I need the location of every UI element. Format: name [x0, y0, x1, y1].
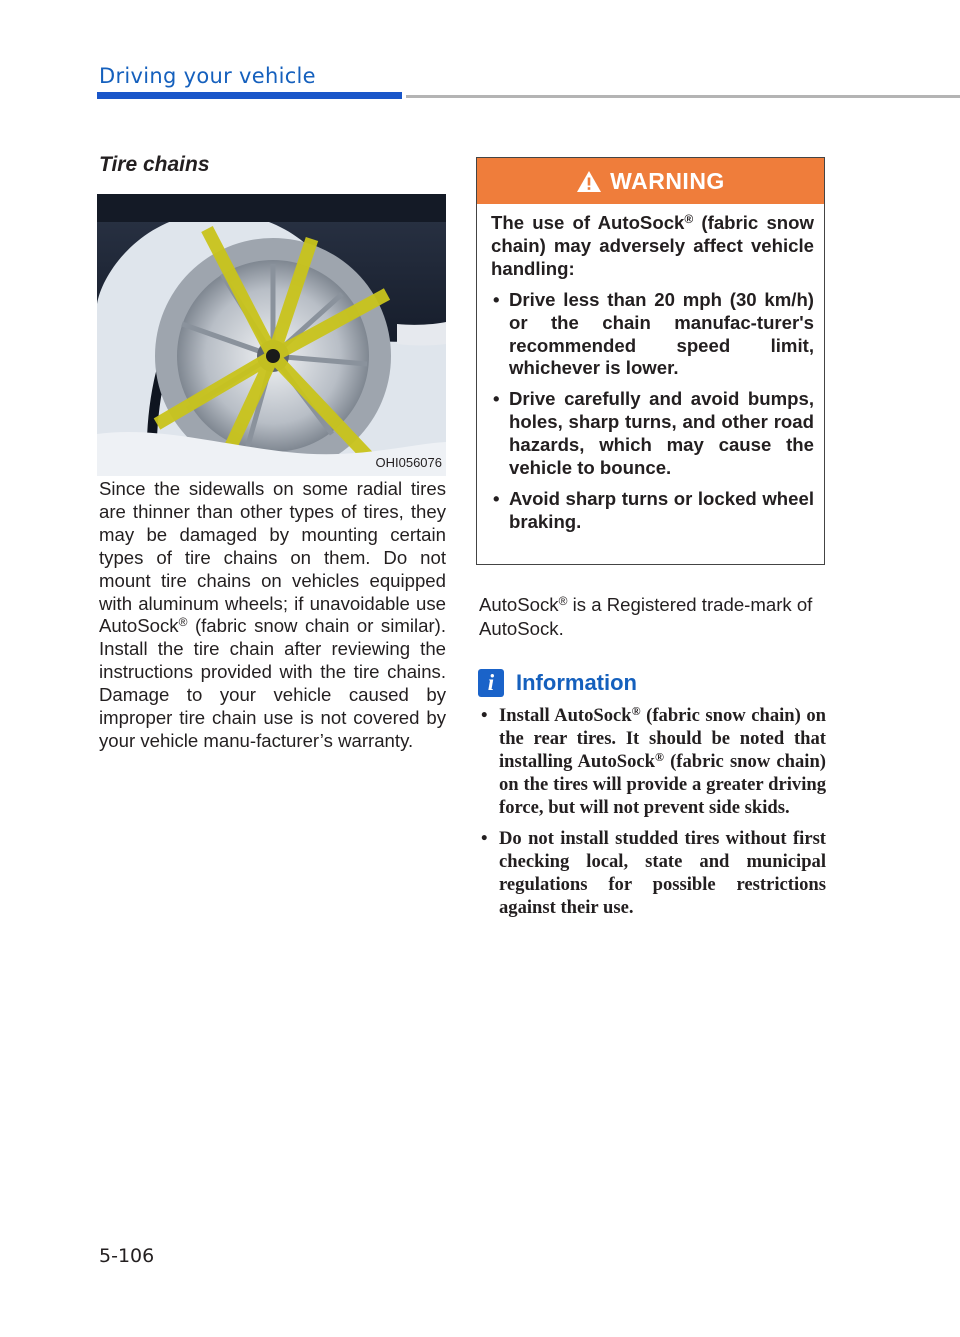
running-header: Driving your vehicle: [99, 64, 316, 88]
information-item-text: (fabric snow chain) on the tires will provide a greater driving force, but will not prevent side skids.: [499, 751, 826, 818]
page-number: 5-106: [99, 1245, 155, 1267]
warning-intro-end: (fabric snow chain) may adversely affect vehicle handling:: [491, 212, 814, 279]
body-paragraph: [99, 478, 446, 753]
information-item-text: (fabric snow chain) on the rear tires. It should be noted that installing AutoSock: [499, 705, 826, 772]
information-icon: i: [478, 669, 504, 697]
warning-header: [477, 158, 824, 204]
tire-chain-illustration: [97, 194, 446, 476]
registered-mark: ®: [684, 212, 694, 226]
information-item: [479, 704, 826, 819]
information-heading: Information: [516, 670, 637, 695]
warning-intro-start: The use of AutoSock: [491, 212, 685, 233]
header-rule-accent: [97, 92, 402, 99]
warning-list: [491, 289, 814, 534]
body-text-end: (fabric snow chain or similar). Install the tire chain after reviewing the instructions provided with the tire chains. Damage to your vehicle caused by improper tire chain use is not covered by your vehicle manu-facturer’s warranty.: [99, 615, 446, 751]
warning-item: • Avoid sharp turns or locked wheel braking.: [491, 488, 814, 534]
registered-mark: ®: [558, 594, 568, 608]
warning-triangle-icon: [576, 170, 602, 193]
information-list: [479, 704, 826, 927]
information-heading-row: [478, 668, 637, 698]
body-text-start: Since the sidewalls on some radial tires are thinner than other types of tires, they may be damaged by mounting certain types of tire chains on them. Do not mount tire chains on vehicles equipped with aluminum wheels; if unavoidable use AutoSock: [99, 478, 446, 637]
warning-heading: WARNING: [610, 167, 725, 194]
information-item: • Do not install studded tires without first checking local, state and municipal regulations for possible restrictions against their use.: [479, 827, 826, 919]
section-title: Tire chains: [99, 153, 210, 176]
warning-item: • Drive less than 20 mph (30 km/h) or the chain manufac-turer's recommended speed limit, whichever is lower.: [491, 289, 814, 381]
trademark-start: AutoSock: [479, 594, 559, 615]
registered-mark: ®: [654, 750, 664, 764]
trademark-end: is a Registered trade-mark of AutoSock.: [479, 594, 813, 639]
registered-mark: ®: [631, 704, 641, 718]
header-rule: [406, 95, 960, 98]
warning-content: [477, 204, 824, 534]
tire-chain-photo: [97, 194, 446, 476]
photo-code: OHI056076: [375, 455, 442, 470]
warning-intro: [491, 212, 814, 281]
warning-item: • Drive carefully and avoid bumps, holes, sharp turns, and other road hazards, which may cause the vehicle to bounce.: [491, 388, 814, 480]
information-item-text: Install AutoSock: [499, 705, 632, 726]
registered-mark: ®: [178, 615, 188, 630]
warning-box: [476, 157, 825, 565]
trademark-note: [479, 593, 826, 641]
